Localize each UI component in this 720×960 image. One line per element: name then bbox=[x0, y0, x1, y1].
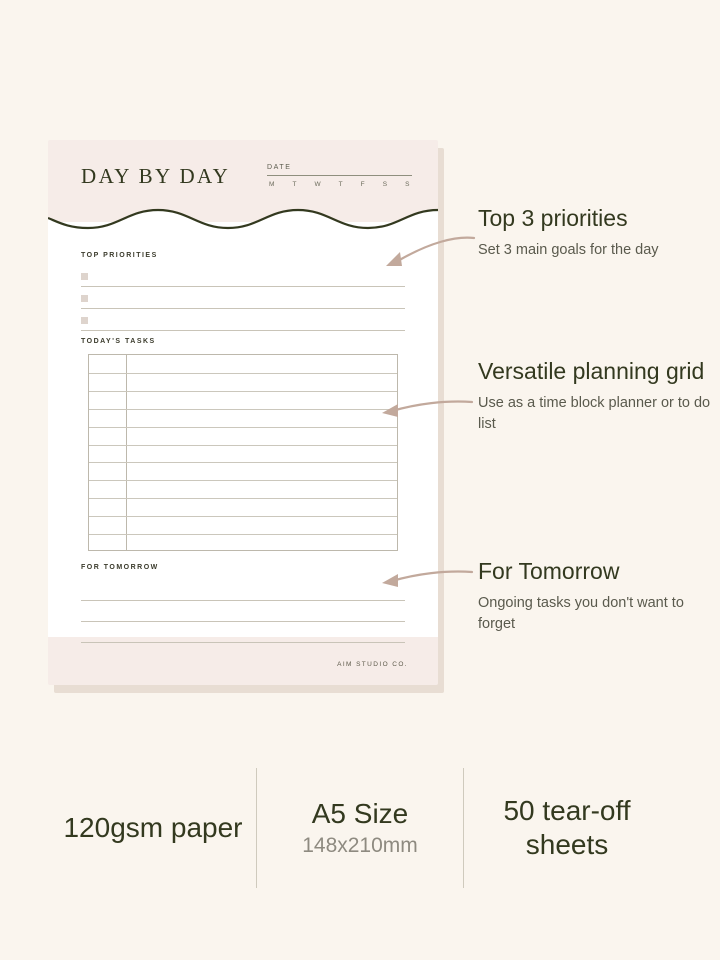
sheet-footer-brand: AIM STUDIO CO. bbox=[337, 661, 408, 668]
list-item bbox=[81, 268, 405, 290]
grid-row-divider bbox=[89, 534, 397, 535]
checkbox-icon bbox=[81, 295, 88, 302]
priorities-list bbox=[81, 268, 405, 334]
checkbox-icon bbox=[81, 317, 88, 324]
annotation-title: For Tomorrow bbox=[478, 558, 620, 584]
write-line bbox=[81, 286, 405, 287]
grid-row-divider bbox=[89, 498, 397, 499]
weekday: S bbox=[405, 181, 410, 188]
grid-column-divider bbox=[126, 355, 127, 550]
annotation-body: Ongoing tasks you don't want to forget bbox=[478, 595, 684, 633]
spec-sheets bbox=[464, 794, 670, 862]
section-label-priorities: TOP PRIORITIES bbox=[81, 252, 158, 259]
arrow-icon-tomorrow bbox=[376, 566, 476, 592]
list-item bbox=[81, 312, 405, 334]
arrow-icon-priorities bbox=[378, 232, 478, 274]
grid-row-divider bbox=[89, 516, 397, 517]
annotation-priorities bbox=[478, 205, 718, 261]
specs-strip bbox=[0, 758, 720, 898]
planning-grid bbox=[88, 354, 398, 551]
write-line bbox=[81, 601, 405, 622]
grid-row-divider bbox=[89, 445, 397, 446]
write-line bbox=[81, 308, 405, 309]
write-line bbox=[81, 330, 405, 331]
grid-row-divider bbox=[89, 391, 397, 392]
annotation-tomorrow bbox=[478, 558, 718, 635]
weekday-row bbox=[267, 181, 412, 188]
weekday: W bbox=[314, 181, 322, 188]
spec-size bbox=[257, 797, 463, 859]
annotation-title: Versatile planning grid bbox=[478, 358, 705, 384]
spec-main-text: 120gsm paper bbox=[63, 811, 243, 843]
write-line bbox=[81, 580, 405, 601]
spec-main-text: A5 Size bbox=[311, 797, 409, 829]
annotation-grid bbox=[478, 358, 718, 435]
weekday: T bbox=[292, 181, 298, 188]
annotation-title: Top 3 priorities bbox=[478, 205, 628, 231]
page-title: DAY BY DAY bbox=[81, 164, 231, 188]
section-label-tomorrow: FOR TOMORROW bbox=[81, 564, 159, 571]
section-label-tasks: TODAY'S TASKS bbox=[81, 338, 156, 345]
tomorrow-lines bbox=[81, 580, 405, 643]
grid-row-divider bbox=[89, 480, 397, 481]
grid-row-divider bbox=[89, 373, 397, 374]
spec-main-text: 50 tear-off sheets bbox=[503, 794, 631, 860]
weekday: T bbox=[338, 181, 344, 188]
spec-sub-text: 148x210mm bbox=[302, 833, 418, 857]
grid-row-divider bbox=[89, 427, 397, 428]
grid-row-divider bbox=[89, 409, 397, 410]
arrow-icon-grid bbox=[376, 396, 476, 422]
annotation-body: Set 3 main goals for the day bbox=[478, 242, 659, 259]
annotation-body: Use as a time block planner or to do list bbox=[478, 395, 711, 433]
weekday: F bbox=[360, 181, 366, 188]
weekday: M bbox=[269, 181, 276, 188]
checkbox-icon bbox=[81, 273, 88, 280]
date-field bbox=[267, 164, 412, 188]
weekday: S bbox=[382, 181, 388, 188]
list-item bbox=[81, 290, 405, 312]
date-rule bbox=[267, 175, 412, 176]
write-line bbox=[81, 622, 405, 643]
date-label: DATE bbox=[267, 164, 292, 171]
spec-paper bbox=[50, 811, 256, 845]
grid-row-divider bbox=[89, 462, 397, 463]
